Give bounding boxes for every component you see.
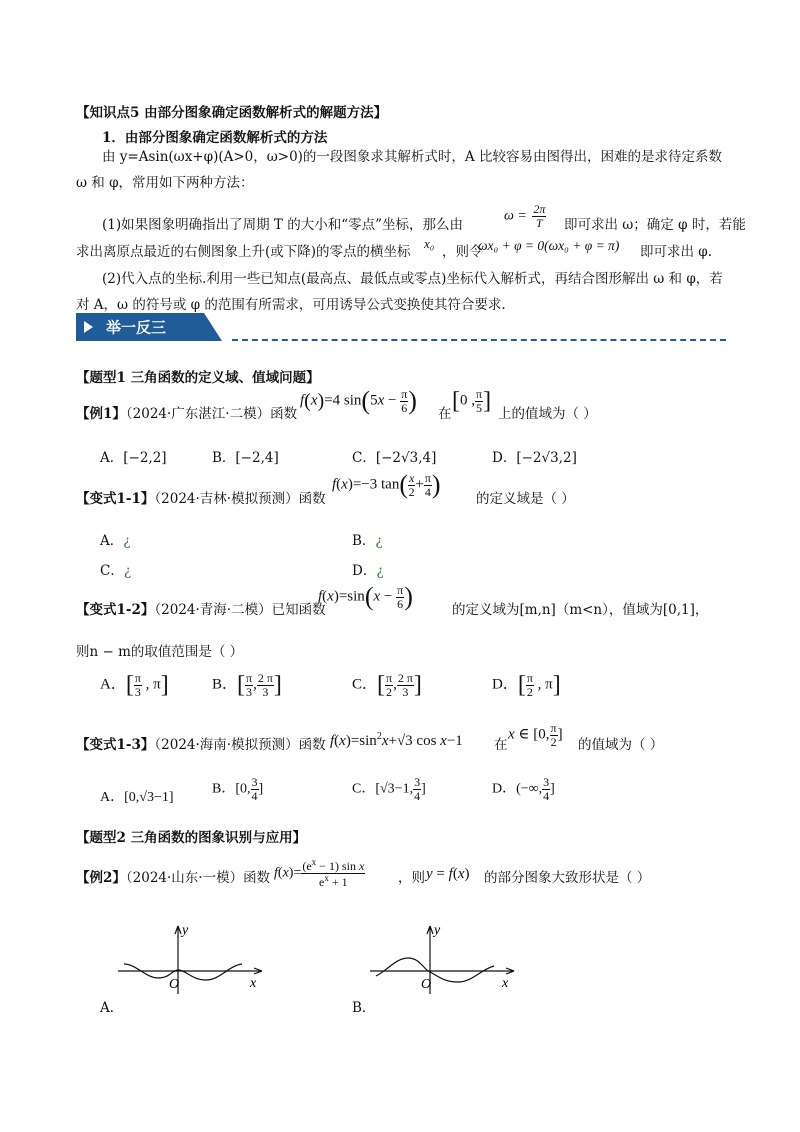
- kp5-heading: 【知识点5 由部分图象确定函数解析式的解题方法】: [76, 105, 388, 121]
- variant13-label: 【变式1-3】: [76, 737, 155, 753]
- variant11-source: （2024·吉林·模拟预测）函数: [154, 491, 326, 507]
- example2-line: [76, 866, 270, 886]
- graph-b-x-label: x: [502, 976, 509, 991]
- example1-source: （2024·广东湛江·二模）函数: [125, 406, 298, 422]
- example1-tail: 上的值域为（ ）: [498, 406, 597, 422]
- x0-symbol: x₀: [424, 236, 435, 251]
- kp5-paragraph-3: (2)代入点的坐标.利用一些已知点(最高点、最低点或零点)坐标代入解析式，再结合图形解出 ω 和 φ，若对 A，ω 的符号或 φ 的范围有所需求，可用诱导公式变换使其符合要求.: [76, 271, 723, 313]
- variant13-option-d[interactable]: D．(−∞, $\frac{3}{4}$ ]: [492, 775, 555, 803]
- variant13-option-a[interactable]: A．[0,√3−1]: [100, 790, 174, 805]
- graph-b-y-label: y: [434, 923, 441, 938]
- example2-label: 【例2】: [76, 870, 126, 886]
- variant13-option-c[interactable]: C．[√3−1, $\frac{3}{4}$ ]: [352, 775, 426, 803]
- example2-mid: ，则: [398, 870, 425, 886]
- variant12-function: f(x)=sin(x − $\frac{\pi}{6}$ ): [318, 582, 413, 612]
- variant11-function: f(x)=−3 tan( $\frac{x}{2}$ + $\frac{\pi}{4}$ ): [332, 470, 441, 500]
- graph-b-curve: [376, 958, 494, 982]
- example2-tail: 的部分图象大致形状是（ ）: [484, 870, 651, 886]
- example1-line: [76, 402, 297, 422]
- example1-mid: 在: [438, 406, 452, 422]
- example1-option-d[interactable]: D．[−2√3,2]: [492, 450, 577, 466]
- variant13-mid: 在: [494, 737, 508, 753]
- example2-source: （2024·山东·一模）函数: [125, 870, 271, 886]
- variant12-option-b[interactable]: B．[ $\frac{\pi}{3}$ , $\frac{2 \pi}{3}$ ]: [212, 671, 282, 699]
- omega-formula: [504, 203, 546, 229]
- kp5-paragraph-2c: 求出离原点最近的右侧图象上升(或下降)的零点的横坐标: [76, 244, 411, 260]
- graph-a-y-label: y: [182, 923, 189, 938]
- example2-function: f(x)= $\frac{(e^x - 1) \sin x}{e^x + 1}$: [274, 857, 365, 889]
- variant13-source: （2024·海南·模拟预测）函数: [154, 737, 326, 753]
- variant12-option-d[interactable]: D．[ $\frac{\pi}{2}$ , π]: [492, 671, 561, 699]
- variant11-tail: 的定义域是（ ）: [476, 491, 575, 507]
- variant12-tail: 的定义域为[m,n]（m<n），值域为[0,1]，: [452, 602, 709, 618]
- variant12-option-c[interactable]: C．[ $\frac{\pi}{2}$ , $\frac{2 \pi}{3}$ ]: [352, 671, 422, 699]
- banner-dash-line: [232, 339, 726, 341]
- type2-heading: 【题型2 三角函数的图象识别与应用】: [76, 830, 307, 846]
- graph-a-origin: O: [169, 977, 180, 992]
- variant11-line: [76, 487, 326, 507]
- variant12-label: 【变式1-2】: [76, 602, 155, 618]
- kp5-paragraph-2a: (1)如果图象明确指出了周期 T 的大小和“零点”坐标，那么由: [102, 217, 464, 233]
- kp5-paragraph-2f: 即可求出 φ.: [640, 244, 713, 260]
- variant13-domain: x ∈ [0, $\frac{\pi}{2}$ ]: [508, 721, 563, 749]
- kp5-paragraph-1: 由 y=Asin(ωx+φ)(A>0，ω>0)的一段图象求其解析式时，A 比较容易由图得出，困难的是求待定系数 ω 和 φ，常用如下两种方法：: [76, 149, 722, 191]
- variant12-line: [76, 598, 326, 618]
- example1-option-a[interactable]: A．[−2,2]: [100, 450, 167, 466]
- example1-function: f(x)=4 sin(5x − $\frac{\pi}{6}$ ): [300, 386, 417, 416]
- kp5-paragraph-2d: ，则令: [442, 244, 483, 260]
- variant12-source: （2024·青海·二模）已知函数: [154, 602, 326, 618]
- variant12-option-a[interactable]: A．[ $\frac{\pi}{3}$ , π]: [100, 671, 169, 699]
- graph-b-origin: O: [421, 977, 432, 992]
- example2-option-a[interactable]: A．: [100, 1000, 124, 1016]
- omega-den: T: [536, 215, 543, 230]
- omega-num: 2π: [533, 202, 546, 216]
- variant11-option-b[interactable]: B．¿: [352, 533, 383, 549]
- graph-a-curve: [124, 964, 242, 980]
- graph-b: [368, 920, 518, 996]
- example1-option-c[interactable]: C．[−2√3,4]: [352, 450, 437, 466]
- variant13-tail: 的值域为（ ）: [578, 737, 664, 753]
- kp5-subheading: 1．由部分图象确定函数解析式的方法: [102, 130, 328, 146]
- graph-a-x-label: x: [250, 976, 257, 991]
- type1-heading: 【题型1 三角函数的定义域、值域问题】: [76, 370, 320, 386]
- variant11-option-c[interactable]: C．¿: [100, 563, 132, 579]
- kp5-paragraph-2b: 即可求出 ω；确定 φ 时，若能: [564, 217, 746, 233]
- variant11-option-a[interactable]: A．¿: [100, 533, 131, 549]
- variant13-function: $f(x)=\sin^2x+√3$ cos x−1: [330, 731, 463, 749]
- variant13-line: [76, 733, 326, 753]
- example2-y: y = f(x): [426, 866, 470, 882]
- variant11-option-d[interactable]: D．¿: [352, 563, 384, 579]
- phase-equation: ωx₀ + φ = 0(ωx₀ + φ = π): [478, 238, 620, 253]
- example1-label: 【例1】: [76, 406, 126, 422]
- variant13-option-b[interactable]: B．[0, $\frac{3}{4}$ ]: [212, 775, 264, 803]
- section-banner: [76, 313, 222, 341]
- example1-interval: [0 , $\frac{\pi}{5}$ ]: [452, 387, 492, 415]
- graph-a: [116, 920, 266, 996]
- omega-eq: ω =: [504, 208, 527, 224]
- omega-fraction: [532, 203, 546, 229]
- banner-label: 举一反三: [106, 318, 167, 337]
- example2-option-b[interactable]: B．: [352, 1000, 376, 1016]
- example1-option-b[interactable]: B．[−2,4]: [212, 450, 279, 466]
- variant12-line2: 则n − m的取值范围是（ ）: [76, 644, 244, 660]
- variant11-label: 【变式1-1】: [76, 491, 155, 507]
